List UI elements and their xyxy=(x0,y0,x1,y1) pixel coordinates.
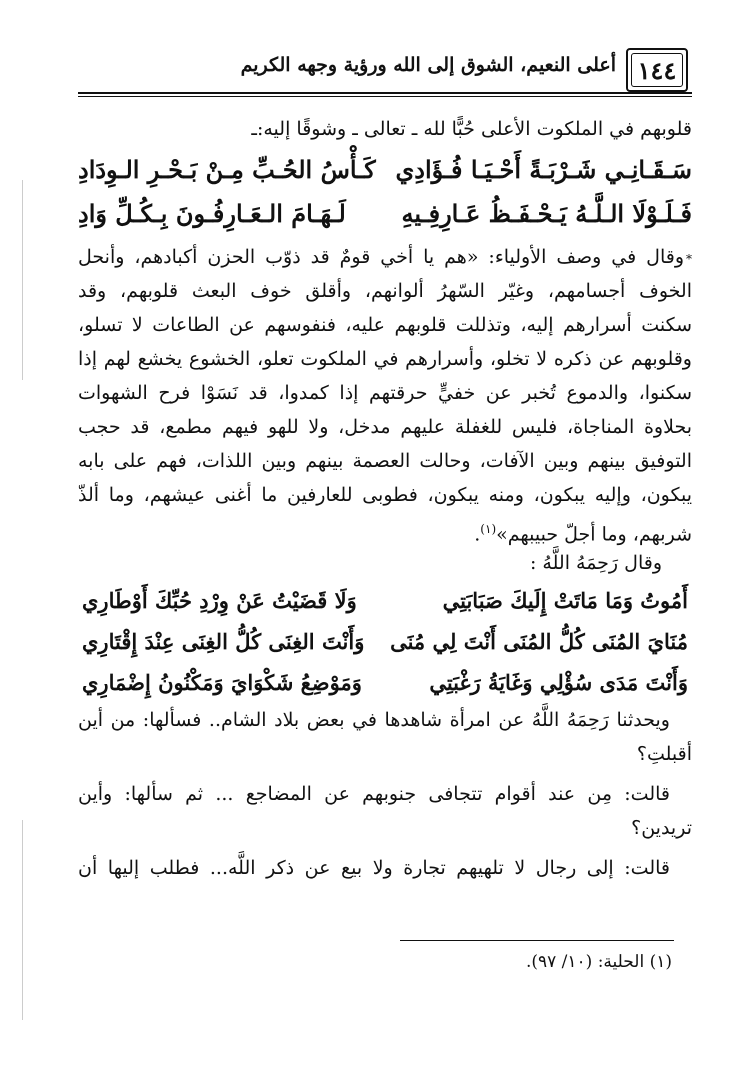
verse-second-hemistich: وَأَنْتَ الغِنَى كُلُّ الغِنَى عِنْدَ إِقْتَارِي xyxy=(82,629,365,654)
page-header xyxy=(78,42,692,98)
text-line: قالت: مِن عند أقوام تتجافى جنوبهم عن المضاجع ... ثم سألها: وأين xyxy=(78,783,670,805)
text-line: تريدين؟ xyxy=(631,817,692,839)
scan-edge xyxy=(22,180,23,380)
paragraph-star: * xyxy=(686,252,692,266)
page-body xyxy=(78,112,692,885)
text-line: سكنوا، والدموع تُخبر عن خفيٍّ حرقتهم إذا كمدوا، قد نَسَوْا فرح الشهوات xyxy=(78,382,692,404)
text-line: التوفيق بينهم وبين الآفات، وحالت العصمة بينهم وبين اللذات، فهم على بابه xyxy=(78,450,692,472)
verse-first-hemistich: أَمُوتُ وَمَا مَاتَتْ إِلَيكَ صَبَابَتِي xyxy=(442,588,688,613)
text-line: وقلوبهم عن ذكره لا تخلو، وأسرارهم في الملكوت تعلو، الخشوع يخشع لهم إذا xyxy=(78,348,692,370)
text-line: أقبلتِ؟ xyxy=(636,743,692,765)
poem-verse xyxy=(78,148,692,192)
verse-first-hemistich: سَـقَـانِـي شَـرْبَـةً أَحْـيَـا فُـؤَادِي xyxy=(395,155,692,184)
poem-verse xyxy=(78,662,692,703)
footnote-reference[interactable]: (١) xyxy=(480,522,497,536)
verse-second-hemistich: وَمَوْضِعُ شَكْوَايَ وَمَكْنُونُ إِضْمَارِي xyxy=(82,670,362,695)
footnote: (١) الحلية: (١٠/ ٩٧). xyxy=(525,952,672,972)
running-title: أعلى النعيم، الشوق إلى الله ورؤية وجهه الكريم xyxy=(240,54,616,76)
page-number: ١٤٤ xyxy=(637,56,677,85)
text-line: *وقال في وصف الأولياء: «هم يا أخي قومٌ قد ذوّب الحزن أكبادهم، وأنحل xyxy=(78,246,692,268)
text-line: وقال رَحِمَهُ اللَّهُ : xyxy=(529,552,662,574)
poem-verse xyxy=(78,580,692,621)
verse-second-hemistich: وَلَا قَضَيْتُ عَنْ وِرْدِ حُبِّكَ أَوْطَارِي xyxy=(82,588,357,613)
text-line: الخوف أجسامهم، وغيّر السّهرُ ألوانهم، وأقلق خوف البعث قلوبهم، وقد xyxy=(78,280,692,302)
text-line: يبكون، وإليه يبكون، ومنه يبكون، فطوبى للعارفين ما أغنى عيشهم، وما ألذّ xyxy=(78,484,692,506)
header-rule-thin xyxy=(78,96,692,97)
page-number-frame xyxy=(626,48,688,92)
verse-first-hemistich: مُنَايَ المُنَى كُلُّ المُنَى أَنْتَ لِي مُنَى xyxy=(390,629,688,654)
verse-first-hemistich: وَأَنْتَ مَدَى سُؤْلِي وَغَايَةُ رَغْبَتِي xyxy=(429,670,688,695)
text-line: شربهم، وما أجلّ حبيبهم»$^{(١)}$. xyxy=(474,522,692,546)
text-line: قالت: إلى رجال لا تلهيهم تجارة ولا بيع عن ذكر اللَّه... فطلب إليها أن xyxy=(78,857,670,879)
verse-first-hemistich: فَـلَـوْلَا الـلَّـهُ يَـحْـفَـظُ عَـارِفِـيهِ xyxy=(401,199,692,228)
verse-second-hemistich: لَـهَـامَ الـعَـارِفُـونَ بِـكُـلِّ وَادِ xyxy=(78,199,346,228)
text-line: بحلاوة المناجاة، فليس للغفلة عليهم مدخل، ولا للهو فيهم مطمع، قد حجب xyxy=(78,416,692,438)
poem-verse xyxy=(78,621,692,662)
scan-edge xyxy=(22,820,23,1020)
poem-verse xyxy=(78,192,692,236)
text-line: سكنت أسرارهم إليه، وتذللت قلوبهم عليه، فنفوسهم عن الطاعات لا تسلو، xyxy=(78,314,692,336)
text-line: قلوبهم في الملكوت الأعلى حُبًّا لله ـ تعالى ـ وشوقًا إليه:ـ xyxy=(251,118,692,140)
header-rule xyxy=(78,92,692,94)
verse-second-hemistich: كَـأْسُ الحُـبِّ مِـنْ بَـحْـرِ الـوِدَادِ xyxy=(78,155,376,184)
footnote-separator xyxy=(400,940,674,941)
text-line: ويحدثنا رَحِمَهُ اللَّهُ عن امرأة شاهدها في بعض بلاد الشام.. فسألها: من أين xyxy=(78,709,670,731)
